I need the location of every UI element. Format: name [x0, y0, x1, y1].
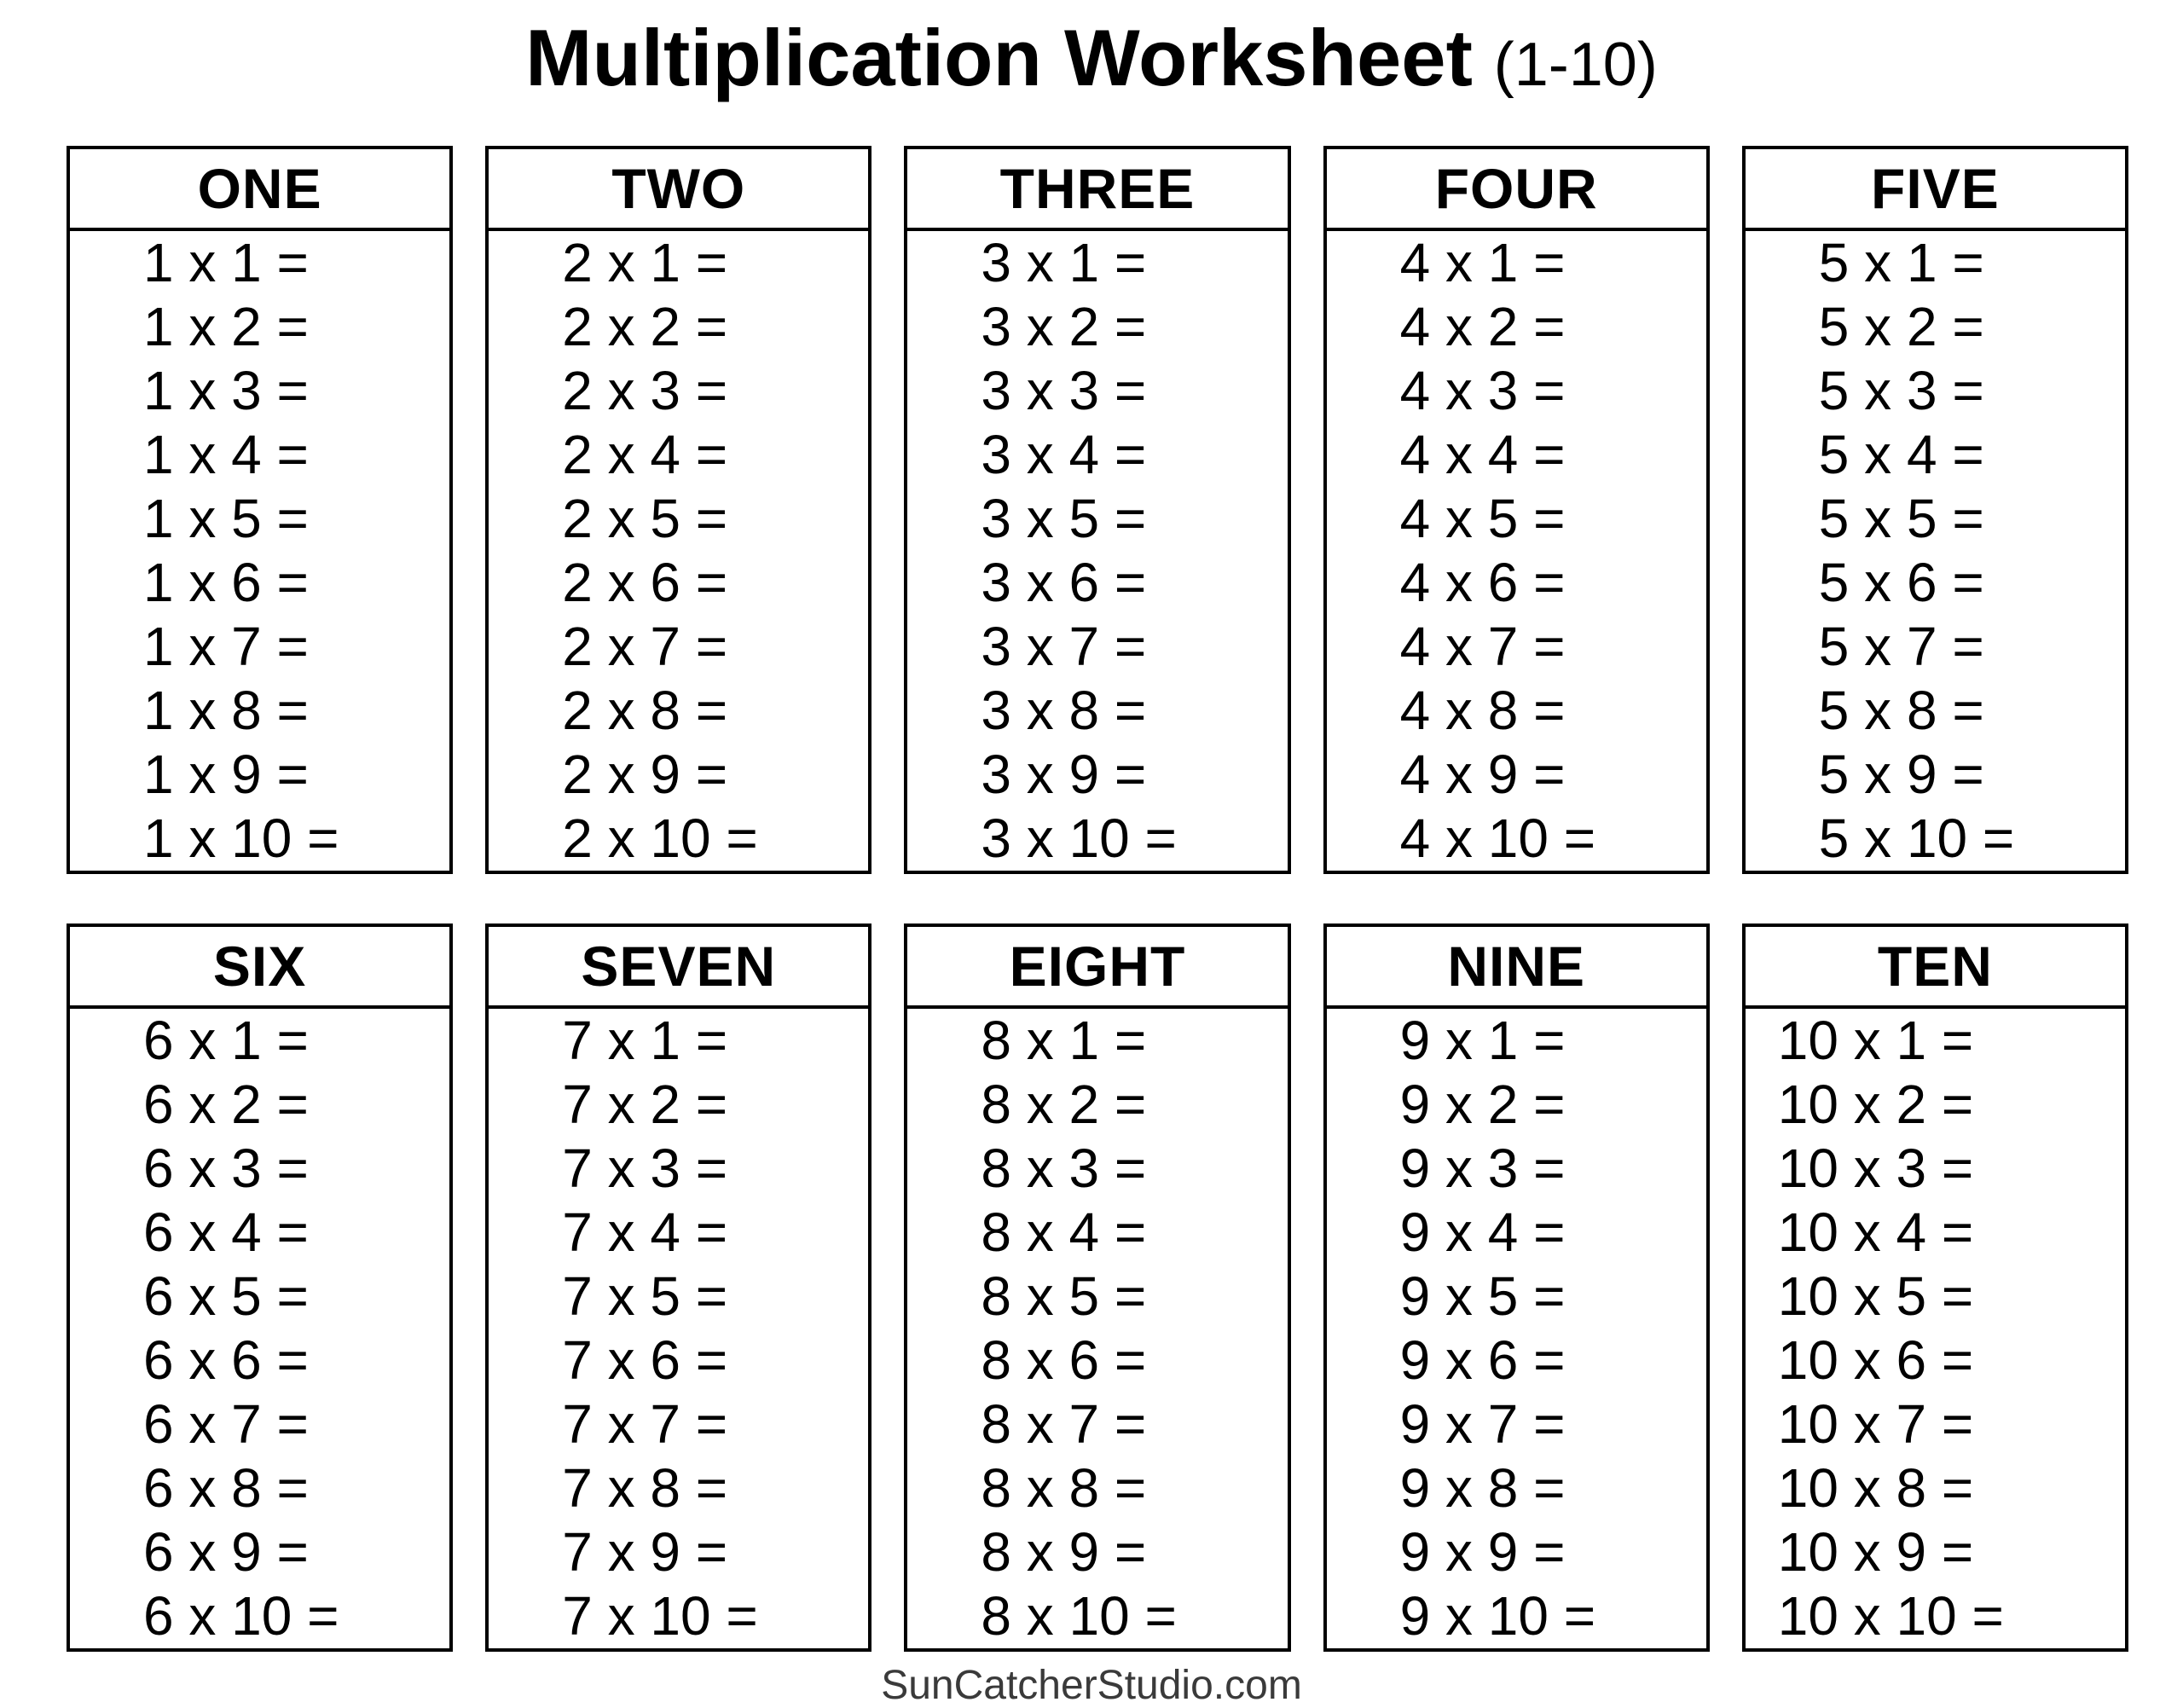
problem-row: 7 x 2 =: [562, 1074, 728, 1135]
problem-row: 9 x 9 =: [1399, 1521, 1566, 1583]
problem-row: 1 x 9 =: [143, 744, 309, 805]
problem-row: 3 x 6 =: [981, 552, 1147, 613]
problem-row: 4 x 1 =: [1399, 232, 1566, 293]
problem-row: 10 x 6 =: [1777, 1329, 1974, 1391]
problem-row: 9 x 2 =: [1399, 1074, 1566, 1135]
problem-row: 4 x 6 =: [1399, 552, 1566, 613]
problem-row: 1 x 3 =: [143, 360, 309, 421]
problem-row: 10 x 2 =: [1777, 1074, 1974, 1135]
times-table-header: ONE: [70, 149, 449, 231]
problem-row: 2 x 9 =: [562, 744, 728, 805]
problem-row: 3 x 4 =: [981, 424, 1147, 485]
problem-row: 7 x 6 =: [562, 1329, 728, 1391]
problem-row: 4 x 9 =: [1399, 744, 1566, 805]
problem-row: 3 x 2 =: [981, 296, 1147, 357]
problem-row: 9 x 7 =: [1399, 1393, 1566, 1455]
problem-row: 2 x 3 =: [562, 360, 728, 421]
problem-row: 6 x 6 =: [143, 1329, 309, 1391]
page-title-range: (1-10): [1493, 31, 1658, 99]
problem-row: 6 x 1 =: [143, 1010, 309, 1071]
problem-row: 6 x 4 =: [143, 1201, 309, 1263]
problem-row: 7 x 3 =: [562, 1138, 728, 1199]
problem-row: 2 x 4 =: [562, 424, 728, 485]
problem-row: 7 x 7 =: [562, 1393, 728, 1455]
times-table-card-five: [1742, 146, 2128, 874]
times-table-card-three: [904, 146, 1290, 874]
problem-row: 9 x 1 =: [1399, 1010, 1566, 1071]
problem-row: 2 x 6 =: [562, 552, 728, 613]
problem-row: 5 x 4 =: [1818, 424, 1984, 485]
times-table-card-two: [485, 146, 871, 874]
problem-row: 8 x 10 =: [981, 1585, 1177, 1647]
problem-row: 1 x 5 =: [143, 488, 309, 549]
problem-row: 3 x 7 =: [981, 616, 1147, 677]
problem-row: 8 x 8 =: [981, 1457, 1147, 1519]
problem-row: 1 x 1 =: [143, 232, 309, 293]
problem-row: 2 x 2 =: [562, 296, 728, 357]
times-table-body: [70, 231, 449, 871]
times-table-body: [1746, 231, 2125, 871]
problem-row: 4 x 8 =: [1399, 680, 1566, 741]
problem-row: 3 x 5 =: [981, 488, 1147, 549]
problem-row: 6 x 2 =: [143, 1074, 309, 1135]
times-table-card-nine: [1323, 923, 1710, 1652]
problem-row: 10 x 9 =: [1777, 1521, 1974, 1583]
problem-row: 10 x 5 =: [1777, 1265, 1974, 1327]
problem-row: 7 x 1 =: [562, 1010, 728, 1071]
times-table-body: [1746, 1009, 2125, 1648]
problem-row: 1 x 7 =: [143, 616, 309, 677]
times-table-header: EIGHT: [907, 927, 1287, 1009]
problem-row: 7 x 9 =: [562, 1521, 728, 1583]
problem-row: 2 x 5 =: [562, 488, 728, 549]
problem-row: 6 x 3 =: [143, 1138, 309, 1199]
times-table-body: [1327, 1009, 1706, 1648]
problem-row: 7 x 4 =: [562, 1201, 728, 1263]
times-table-card-ten: [1742, 923, 2128, 1652]
times-table-header: FOUR: [1327, 149, 1706, 231]
problem-row: 1 x 8 =: [143, 680, 309, 741]
problem-row: 8 x 9 =: [981, 1521, 1147, 1583]
problem-row: 6 x 7 =: [143, 1393, 309, 1455]
problem-row: 8 x 7 =: [981, 1393, 1147, 1455]
problem-row: 7 x 10 =: [562, 1585, 758, 1647]
problem-row: 3 x 8 =: [981, 680, 1147, 741]
problem-row: 8 x 6 =: [981, 1329, 1147, 1391]
problem-row: 3 x 10 =: [981, 808, 1177, 869]
problem-row: 5 x 2 =: [1818, 296, 1984, 357]
problem-row: 2 x 1 =: [562, 232, 728, 293]
problem-row: 8 x 3 =: [981, 1138, 1147, 1199]
problem-row: 7 x 5 =: [562, 1265, 728, 1327]
problem-row: 2 x 8 =: [562, 680, 728, 741]
problem-row: 10 x 10 =: [1777, 1585, 2004, 1647]
problem-row: 7 x 8 =: [562, 1457, 728, 1519]
page-title-main: Multiplication Worksheet: [525, 13, 1473, 102]
problem-row: 5 x 7 =: [1818, 616, 1984, 677]
problem-row: 2 x 10 =: [562, 808, 758, 869]
times-table-body: [907, 231, 1287, 871]
problem-row: 4 x 3 =: [1399, 360, 1566, 421]
problem-row: 6 x 9 =: [143, 1521, 309, 1583]
problem-row: 10 x 3 =: [1777, 1138, 1974, 1199]
problem-row: 2 x 7 =: [562, 616, 728, 677]
problem-row: 8 x 4 =: [981, 1201, 1147, 1263]
times-table-header: TEN: [1746, 927, 2125, 1009]
tables-grid: [0, 146, 2183, 1652]
times-table-header: SEVEN: [489, 927, 868, 1009]
problem-row: 9 x 10 =: [1399, 1585, 1596, 1647]
times-table-body: [1327, 231, 1706, 871]
times-table-card-seven: [485, 923, 871, 1652]
times-table-card-six: [67, 923, 453, 1652]
times-table-body: [70, 1009, 449, 1648]
times-table-header: FIVE: [1746, 149, 2125, 231]
problem-row: 9 x 4 =: [1399, 1201, 1566, 1263]
problem-row: 6 x 10 =: [143, 1585, 339, 1647]
problem-row: 4 x 2 =: [1399, 296, 1566, 357]
times-table-body: [907, 1009, 1287, 1648]
times-table-card-eight: [904, 923, 1290, 1652]
times-table-body: [489, 1009, 868, 1648]
problem-row: 1 x 2 =: [143, 296, 309, 357]
problem-row: 8 x 1 =: [981, 1010, 1147, 1071]
problem-row: 5 x 1 =: [1818, 232, 1984, 293]
problem-row: 1 x 4 =: [143, 424, 309, 485]
problem-row: 3 x 1 =: [981, 232, 1147, 293]
problem-row: 8 x 5 =: [981, 1265, 1147, 1327]
problem-row: 9 x 3 =: [1399, 1138, 1566, 1199]
problem-row: 9 x 5 =: [1399, 1265, 1566, 1327]
problem-row: 9 x 8 =: [1399, 1457, 1566, 1519]
problem-row: 4 x 5 =: [1399, 488, 1566, 549]
problem-row: 6 x 8 =: [143, 1457, 309, 1519]
problem-row: 5 x 3 =: [1818, 360, 1984, 421]
problem-row: 8 x 2 =: [981, 1074, 1147, 1135]
problem-row: 4 x 10 =: [1399, 808, 1596, 869]
times-table-header: THREE: [907, 149, 1287, 231]
times-table-header: TWO: [489, 149, 868, 231]
problem-row: 1 x 10 =: [143, 808, 339, 869]
problem-row: 4 x 7 =: [1399, 616, 1566, 677]
times-table-body: [489, 231, 868, 871]
problem-row: 5 x 10 =: [1818, 808, 2015, 869]
problem-row: 9 x 6 =: [1399, 1329, 1566, 1391]
problem-row: 5 x 9 =: [1818, 744, 1984, 805]
times-table-header: NINE: [1327, 927, 1706, 1009]
problem-row: 5 x 5 =: [1818, 488, 1984, 549]
problem-row: 5 x 6 =: [1818, 552, 1984, 613]
problem-row: 4 x 4 =: [1399, 424, 1566, 485]
problem-row: 10 x 7 =: [1777, 1393, 1974, 1455]
problem-row: 10 x 8 =: [1777, 1457, 1974, 1519]
times-table-card-one: [67, 146, 453, 874]
page-title: [0, 10, 2183, 124]
times-table-header: SIX: [70, 927, 449, 1009]
times-table-card-four: [1323, 146, 1710, 874]
problem-row: 3 x 9 =: [981, 744, 1147, 805]
problem-row: 5 x 8 =: [1818, 680, 1984, 741]
problem-row: 1 x 6 =: [143, 552, 309, 613]
footer-credit: SunCatcherStudio.com: [881, 1663, 1302, 1708]
problem-row: 6 x 5 =: [143, 1265, 309, 1327]
problem-row: 3 x 3 =: [981, 360, 1147, 421]
problem-row: 10 x 1 =: [1777, 1010, 1974, 1071]
problem-row: 10 x 4 =: [1777, 1201, 1974, 1263]
